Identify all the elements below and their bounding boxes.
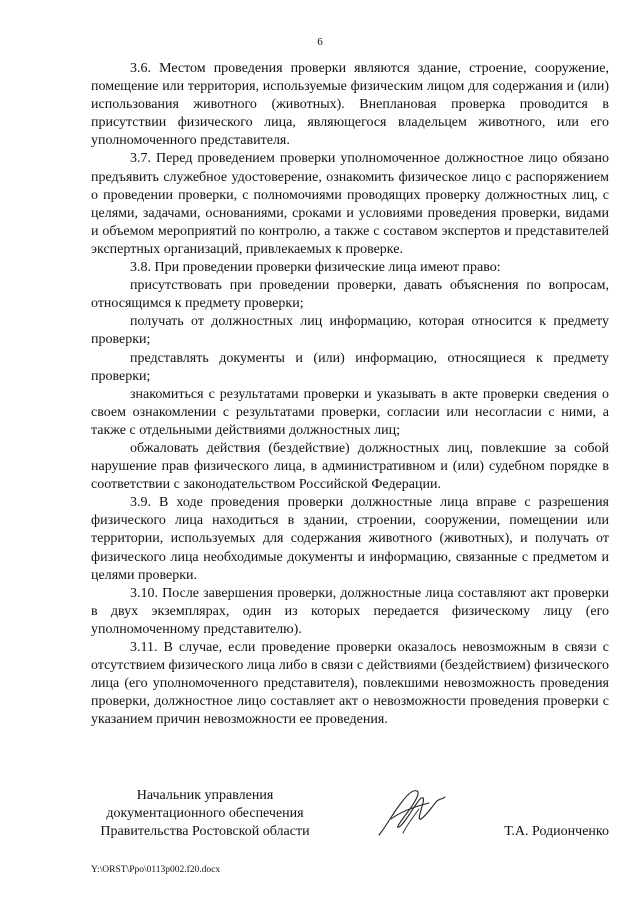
document-body — [91, 60, 609, 729]
signatory-title-line: документационного обеспечения — [106, 806, 304, 821]
paragraph-3-6: 3.6. Местом проведения проверки являются здание, строение, сооружение, помещение или территория, используемые физическим лицом для содержания и (или) использования животного (животных). Внеплановая проверка проводится в присутствии физического лица, являющегося владельцем животного, или его уполномоченного представителя. — [91, 61, 609, 149]
file-path: Y:\ORST\Ppo\0113p002.f20.docx — [91, 865, 221, 875]
signatory-title — [91, 787, 319, 841]
right-item-attend: присутствовать при проведении проверки, давать объяснения по вопросам, относящимся к предмету проверки; — [91, 278, 609, 312]
signatory-title-line: Начальник управления — [136, 788, 274, 803]
paragraph-3-9: 3.9. В ходе проведения проверки должностные лица вправе с разрешения физического лица находиться в здании, строении, сооружении, помещении или территории, используемых для содержания животного (животных), и получать от физического лица необходимые документы и информацию, связанные с предметом и целями проверки. — [91, 495, 609, 583]
right-item-appeal: обжаловать действия (бездействие) должностных лиц, повлекшие за собой нарушение прав физического лица, в административном и (или) судебном порядке в соответствии с законодательством Российской Федерации. — [91, 440, 609, 493]
paragraph-3-11: 3.11. В случае, если проведение проверки оказалось невозможным в связи с отсутствием физического лица либо в связи с действиями (бездействием) физического лица (его уполномоченного представителя), повлекшими невозможность проведения проверки, должностное лицо составляет акт о невозможности проведения проверки с указанием причин невозможности ее проведения. — [91, 640, 609, 728]
right-item-submit-documents: представлять документы и (или) информацию, относящиеся к предмету проверки; — [91, 350, 609, 384]
paragraph-3-10: 3.10. После завершения проверки, должностные лица составляют акт проверки в двух экземплярах, один из которых передается физическому лицу (его уполномоченному представителю). — [91, 585, 609, 637]
signatory-title-line: Правительства Ростовской области — [100, 824, 310, 839]
signature-block — [91, 787, 609, 847]
right-item-receive-info: получать от должностных лиц информацию, которая относится к предмету проверки; — [91, 314, 609, 348]
paragraph-3-7: 3.7. Перед проведением проверки уполномоченное должностное лицо обязано предъявить служебное удостоверение, ознакомить физическое лицо с распоряжением о проведении проверки, с полномочиями проводящих проверку должностных лиц, с целями, задачами, основаниями, сроками и условиями проведения проверки, видами и объемом мероприятий по контролю, а также с составом экспертов и представителей экспертных организаций, привлекаемых к проверке. — [91, 151, 609, 257]
right-item-review-results: знакомиться с результатами проверки и указывать в акте проверки сведения о своем ознакомлении с результатами проверки, согласии или несогласии с ними, а также с отдельными действиями должностных лиц; — [91, 386, 609, 438]
signatory-name: Т.А. Родионченко — [504, 824, 609, 839]
page-number: 6 — [317, 36, 323, 48]
paragraph-3-8: 3.8. При проведении проверки физические лица имеют право: — [130, 260, 501, 276]
handwritten-signature — [373, 783, 451, 845]
